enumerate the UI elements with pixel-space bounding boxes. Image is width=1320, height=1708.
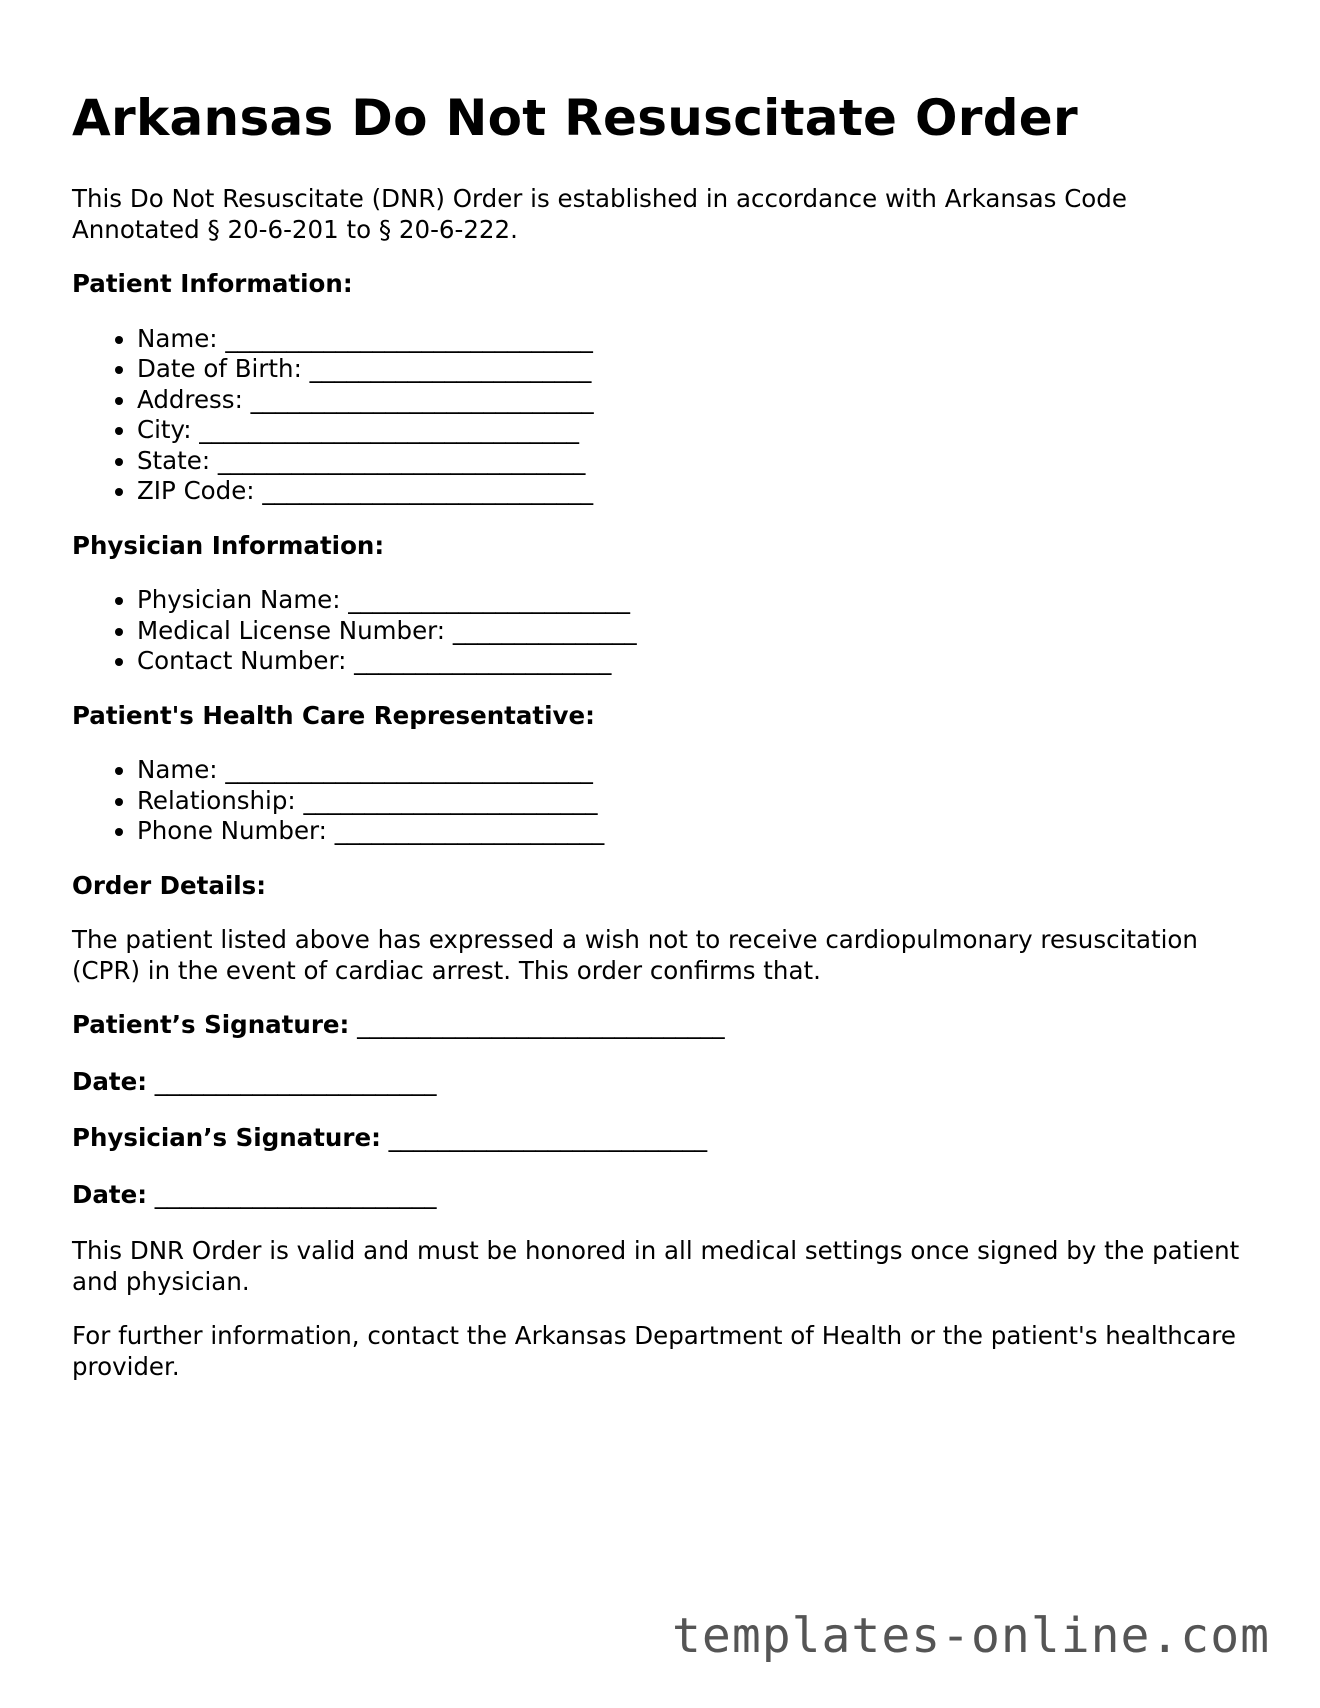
watermark-text: templates-online.com [672,1608,1270,1664]
physician-date-label: Date: [72,1179,147,1209]
validity-paragraph: This DNR Order is valid and must be honored in all medical settings once signed by the patient and physician. [72,1236,1240,1296]
patient-address-field: • Address: ____________________________ [137,385,1252,416]
document-title: Arkansas Do Not Resuscitate Order [72,89,1078,147]
patient-state-field: • State: ______________________________ [137,446,1252,477]
physician-signature-label: Physician’s Signature: [72,1123,381,1152]
representative-name-field: • Name: ______________________________ [137,755,1252,786]
contact-paragraph: For further information, contact the Arkansas Department of Health or the patient's healthcare provider. [72,1321,1236,1381]
relationship-field: • Relationship: ________________________ [137,786,1252,817]
representative-heading: Patient's Health Care Representative: [72,700,595,730]
physician-date-line [72,1180,1252,1211]
patient-date-label: Date: [72,1066,147,1096]
patient-city-field: • City: _______________________________ [137,415,1252,446]
patient-name-field: • Name: ______________________________ [137,324,1252,355]
representative-list [72,755,1252,847]
physician-info-heading: Physician Information: [72,530,385,560]
physician-signature-line [72,1123,1252,1154]
patient-zip-field: • ZIP Code: ___________________________ [137,476,1252,507]
order-details-heading: Order Details: [72,870,267,900]
patient-signature-label: Patient’s Signature: [72,1010,350,1039]
patient-signature-blank: ______________________________ [349,1010,725,1039]
contact-number-field: • Contact Number: _____________________ [137,646,1252,677]
document-page [72,88,1252,1406]
physician-name-field: • Physician Name: _______________________ [137,585,1252,616]
patient-dob-field: • Date of Birth: _______________________ [137,354,1252,385]
order-details-text: The patient listed above has expressed a wish not to receive cardiopulmonary resuscitation (CPR) in the event of cardiac arrest. This order confirms that. [72,925,1198,985]
patient-date-line [72,1067,1252,1098]
patient-signature-line [72,1010,1252,1041]
phone-number-field: • Phone Number: ______________________ [137,816,1252,847]
license-number-field: • Medical License Number: _______________ [137,616,1252,647]
patient-info-list [72,324,1252,507]
physician-signature-blank: __________________________ [380,1123,708,1152]
patient-info-heading: Patient Information: [72,269,353,298]
physician-date-blank: _______________________ [147,1179,437,1209]
intro-paragraph: This Do Not Resuscitate (DNR) Order is established in accordance with Arkansas Code Annotated § 20-6-201 to § 20-6-222. [72,184,1127,244]
patient-date-blank: _______________________ [147,1066,437,1096]
physician-info-list [72,585,1252,677]
